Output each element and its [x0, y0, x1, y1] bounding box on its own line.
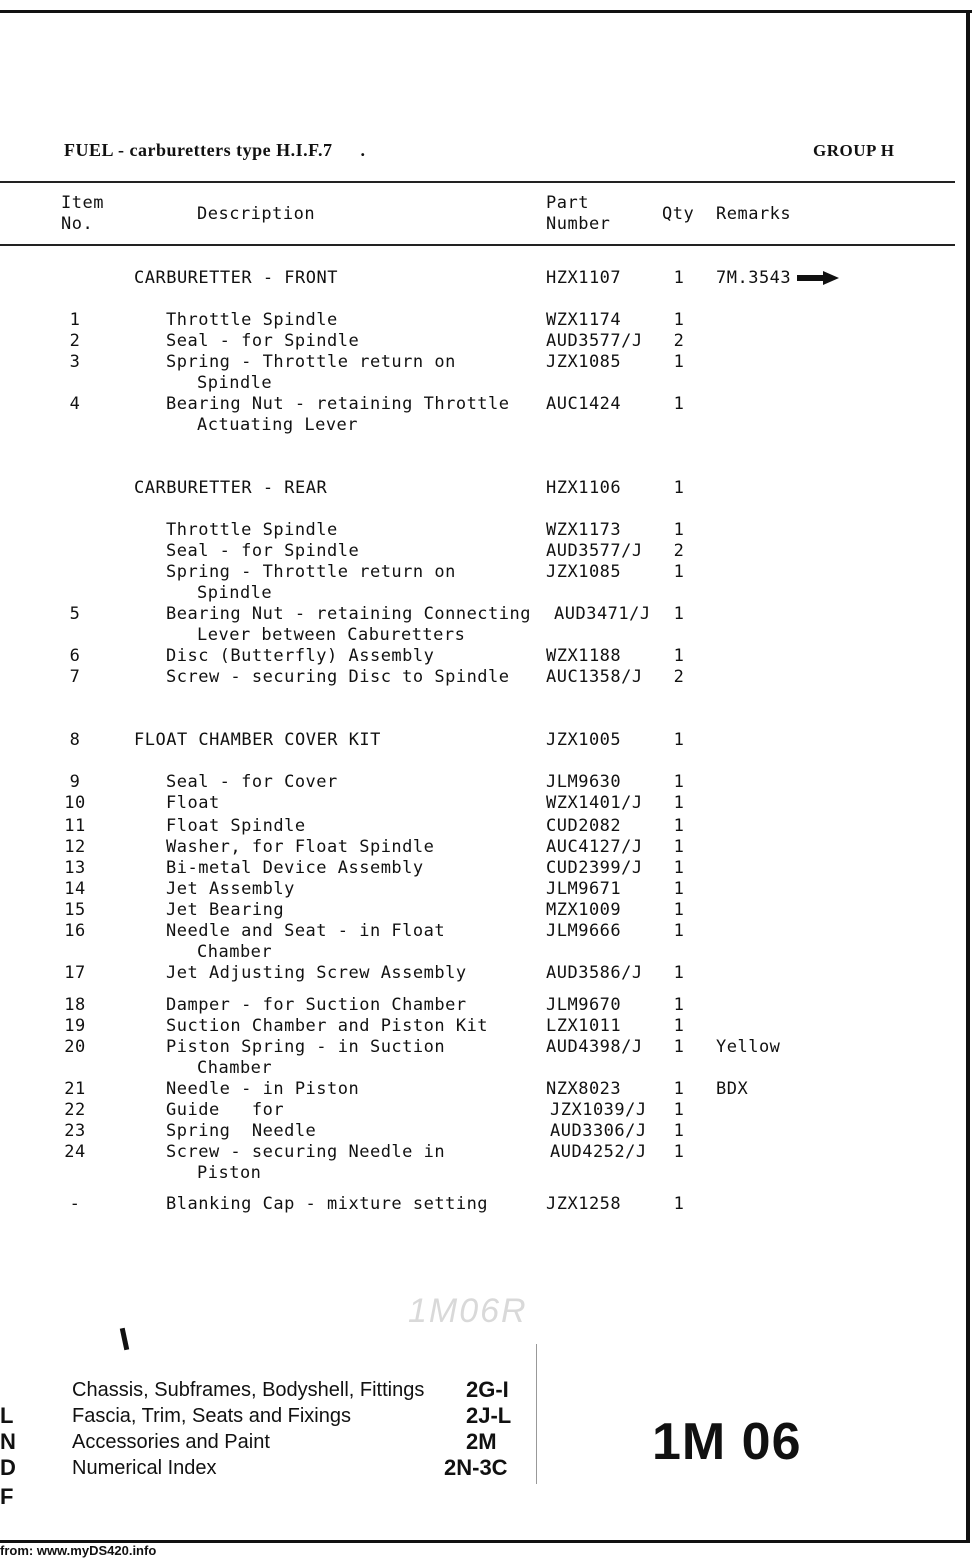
section-front-part: HZX1107	[546, 268, 622, 288]
row-part-number: WZX1401/J	[546, 793, 643, 813]
row-part-number: JZX1258	[546, 1194, 622, 1214]
row-item-no: 5	[69, 604, 81, 624]
index-label: Chassis, Subframes, Bodyshell, Fittings	[72, 1379, 425, 1401]
col-header-description: Description	[197, 204, 316, 224]
row-part-number: JLM9670	[546, 995, 622, 1015]
row-description: Bearing Nut - retaining Connecting	[166, 604, 531, 624]
row-description: Throttle Spindle	[166, 520, 338, 540]
handwritten-mark: 1M06R	[408, 1292, 528, 1330]
row-description: Seal - for Cover	[166, 772, 338, 792]
row-item-no: 17	[64, 963, 86, 983]
section-front-qty: 1	[673, 268, 685, 288]
row-part-number: NZX8023	[546, 1079, 622, 1099]
row-qty: 1	[673, 310, 685, 330]
row-qty: 2	[673, 667, 685, 687]
row-description-cont: Piston	[197, 1163, 262, 1183]
row-description-cont: Spindle	[197, 373, 273, 393]
row-description: Damper - for Suction Chamber	[166, 995, 467, 1015]
row-qty: 1	[673, 921, 685, 941]
row-part-number: AUC1424	[546, 394, 622, 414]
page-border-right	[966, 10, 970, 1540]
row-qty: 1	[673, 963, 685, 983]
row-part-number: JZX1085	[546, 352, 622, 372]
row-item-no: 22	[64, 1100, 86, 1120]
index-code: 2M	[466, 1429, 497, 1454]
row-item-no: 2	[69, 331, 81, 351]
index-label: Numerical Index	[72, 1457, 217, 1479]
scan-mark	[120, 1328, 129, 1351]
col-header-part: Part	[546, 193, 589, 213]
row-description: Seal - for Spindle	[166, 541, 360, 561]
index-code: 2G-I	[466, 1377, 509, 1402]
row-description: Disc (Butterfly) Assembly	[166, 646, 435, 666]
row-description: Jet Adjusting Screw Assembly	[166, 963, 467, 983]
section-float-part: JZX1005	[546, 730, 622, 750]
row-qty: 1	[673, 394, 685, 414]
row-qty: 1	[673, 646, 685, 666]
index-label: Fascia, Trim, Seats and Fixings	[72, 1405, 351, 1427]
row-item-no: 11	[64, 816, 86, 836]
row-qty: 1	[673, 995, 685, 1015]
row-description: Spring - Throttle return on	[166, 562, 456, 582]
section-front-remark	[716, 268, 839, 288]
section-front-remark-text: 7M.3543	[716, 268, 792, 288]
row-remark: Yellow	[716, 1037, 781, 1057]
row-part-number: MZX1009	[546, 900, 622, 920]
row-description: Spring - Throttle return on	[166, 352, 456, 372]
row-part-number: AUD4398/J	[546, 1037, 643, 1057]
row-qty: 2	[673, 541, 685, 561]
row-part-number: AUD3577/J	[546, 541, 643, 561]
row-description: Needle and Seat - in Float	[166, 921, 446, 941]
row-part-number: WZX1174	[546, 310, 622, 330]
row-part-number: CUD2082	[546, 816, 622, 836]
index-divider	[536, 1344, 537, 1484]
row-description: Screw - securing Needle in	[166, 1142, 446, 1162]
row-qty: 1	[673, 352, 685, 372]
row-remark: BDX	[716, 1079, 749, 1099]
header-rule-top	[0, 181, 955, 183]
row-qty: 1	[673, 1142, 685, 1162]
row-item-no: 10	[64, 793, 86, 813]
row-description-cont: Actuating Lever	[197, 415, 359, 435]
row-qty: 1	[673, 793, 685, 813]
row-qty: 1	[673, 604, 685, 624]
section-rear-qty: 1	[673, 478, 685, 498]
row-description: Jet Assembly	[166, 879, 295, 899]
side-index-letter: N	[0, 1429, 16, 1454]
row-description: Bi-metal Device Assembly	[166, 858, 424, 878]
row-qty: 1	[673, 1016, 685, 1036]
index-code: 2N-3C	[444, 1455, 508, 1480]
row-item-no: 4	[69, 394, 81, 414]
row-description: Float	[166, 793, 220, 813]
section-float-label: FLOAT CHAMBER COVER KIT	[134, 730, 381, 750]
row-item-no: 13	[64, 858, 86, 878]
row-qty: 1	[673, 858, 685, 878]
row-part-number: WZX1173	[546, 520, 622, 540]
row-qty: 1	[673, 772, 685, 792]
row-qty: 1	[673, 1037, 685, 1057]
index-label: Accessories and Paint	[72, 1431, 270, 1453]
row-qty: 1	[673, 879, 685, 899]
row-description: Guide for	[166, 1100, 285, 1120]
row-description: Screw - securing Disc to Spindle	[166, 667, 510, 687]
row-description-cont: Spindle	[197, 583, 273, 603]
row-part-number: AUD3471/J	[554, 604, 651, 624]
header-rule-bottom	[0, 244, 955, 246]
row-qty: 1	[673, 837, 685, 857]
row-item-no: 23	[64, 1121, 86, 1141]
row-description: Float Spindle	[166, 816, 306, 836]
row-item-no: 21	[64, 1079, 86, 1099]
section-float-qty: 1	[673, 730, 685, 750]
row-description: Washer, for Float Spindle	[166, 837, 435, 857]
row-part-number: CUD2399/J	[546, 858, 643, 878]
row-part-number: LZX1011	[546, 1016, 622, 1036]
row-part-number: JLM9671	[546, 879, 622, 899]
row-description: Spring Needle	[166, 1121, 317, 1141]
section-front-label: CARBURETTER - FRONT	[134, 268, 338, 288]
index-code: 2J-L	[466, 1403, 512, 1428]
page-border-top	[0, 10, 972, 13]
row-description: Bearing Nut - retaining Throttle	[166, 394, 510, 414]
fiche-id: 1M 06	[652, 1413, 802, 1471]
row-qty: 1	[673, 1100, 685, 1120]
page-title: FUEL - carburetters type H.I.F.7 .	[64, 140, 366, 160]
row-qty: 1	[673, 1079, 685, 1099]
col-header-item-no: No.	[61, 214, 94, 234]
row-description: Needle - in Piston	[166, 1079, 360, 1099]
row-item-no: 1	[69, 310, 81, 330]
side-index-letter: L	[0, 1403, 14, 1428]
row-description: Seal - for Spindle	[166, 331, 360, 351]
row-item-no: 18	[64, 995, 86, 1015]
section-rear-label: CARBURETTER - REAR	[134, 478, 328, 498]
row-item-no: 19	[64, 1016, 86, 1036]
col-header-remarks: Remarks	[716, 204, 792, 224]
row-description-cont: Chamber	[197, 942, 273, 962]
row-item-no: 24	[64, 1142, 86, 1162]
col-header-item: Item	[61, 193, 104, 213]
row-description: Jet Bearing	[166, 900, 285, 920]
row-item-no: 6	[69, 646, 81, 666]
row-part-number: WZX1188	[546, 646, 622, 666]
row-qty: 1	[673, 900, 685, 920]
row-part-number: AUD4252/J	[550, 1142, 647, 1162]
side-index-letter: F	[0, 1484, 14, 1509]
row-qty: 1	[673, 520, 685, 540]
section-float-no: 8	[69, 730, 81, 750]
arrow-right-icon	[797, 271, 839, 285]
col-header-qty: Qty	[662, 204, 695, 224]
row-part-number: JLM9630	[546, 772, 622, 792]
row-description: Piston Spring - in Suction	[166, 1037, 446, 1057]
row-item-no: 15	[64, 900, 86, 920]
col-header-part-number: Number	[546, 214, 611, 234]
row-part-number: AUD3577/J	[546, 331, 643, 351]
row-qty: 2	[673, 331, 685, 351]
row-qty: 1	[673, 562, 685, 582]
group-label: GROUP H	[813, 141, 895, 160]
row-description: Throttle Spindle	[166, 310, 338, 330]
row-item-no: 16	[64, 921, 86, 941]
row-part-number: JZX1085	[546, 562, 622, 582]
row-description: Blanking Cap - mixture setting	[166, 1194, 489, 1214]
row-item-no: 7	[69, 667, 81, 687]
side-index-letter: D	[0, 1455, 16, 1480]
row-item-no: 3	[69, 352, 81, 372]
row-qty: 1	[673, 1121, 685, 1141]
row-item-no: 20	[64, 1037, 86, 1057]
row-qty: 1	[673, 816, 685, 836]
row-part-number: JZX1039/J	[550, 1100, 647, 1120]
row-item-no: 9	[69, 772, 81, 792]
row-description: Suction Chamber and Piston Kit	[166, 1016, 489, 1036]
row-description-cont: Lever between Caburetters	[197, 625, 466, 645]
source-url: from: www.myDS420.info	[0, 1543, 157, 1558]
row-part-number: AUC4127/J	[546, 837, 643, 857]
row-part-number: AUC1358/J	[546, 667, 643, 687]
row-description-cont: Chamber	[197, 1058, 273, 1078]
row-qty: 1	[673, 1194, 685, 1214]
row-item-no: 14	[64, 879, 86, 899]
row-item-no: 12	[64, 837, 86, 857]
row-item-no: -	[69, 1194, 81, 1214]
row-part-number: AUD3306/J	[550, 1121, 647, 1141]
row-part-number: JLM9666	[546, 921, 622, 941]
row-part-number: AUD3586/J	[546, 963, 643, 983]
section-rear-part: HZX1106	[546, 478, 622, 498]
